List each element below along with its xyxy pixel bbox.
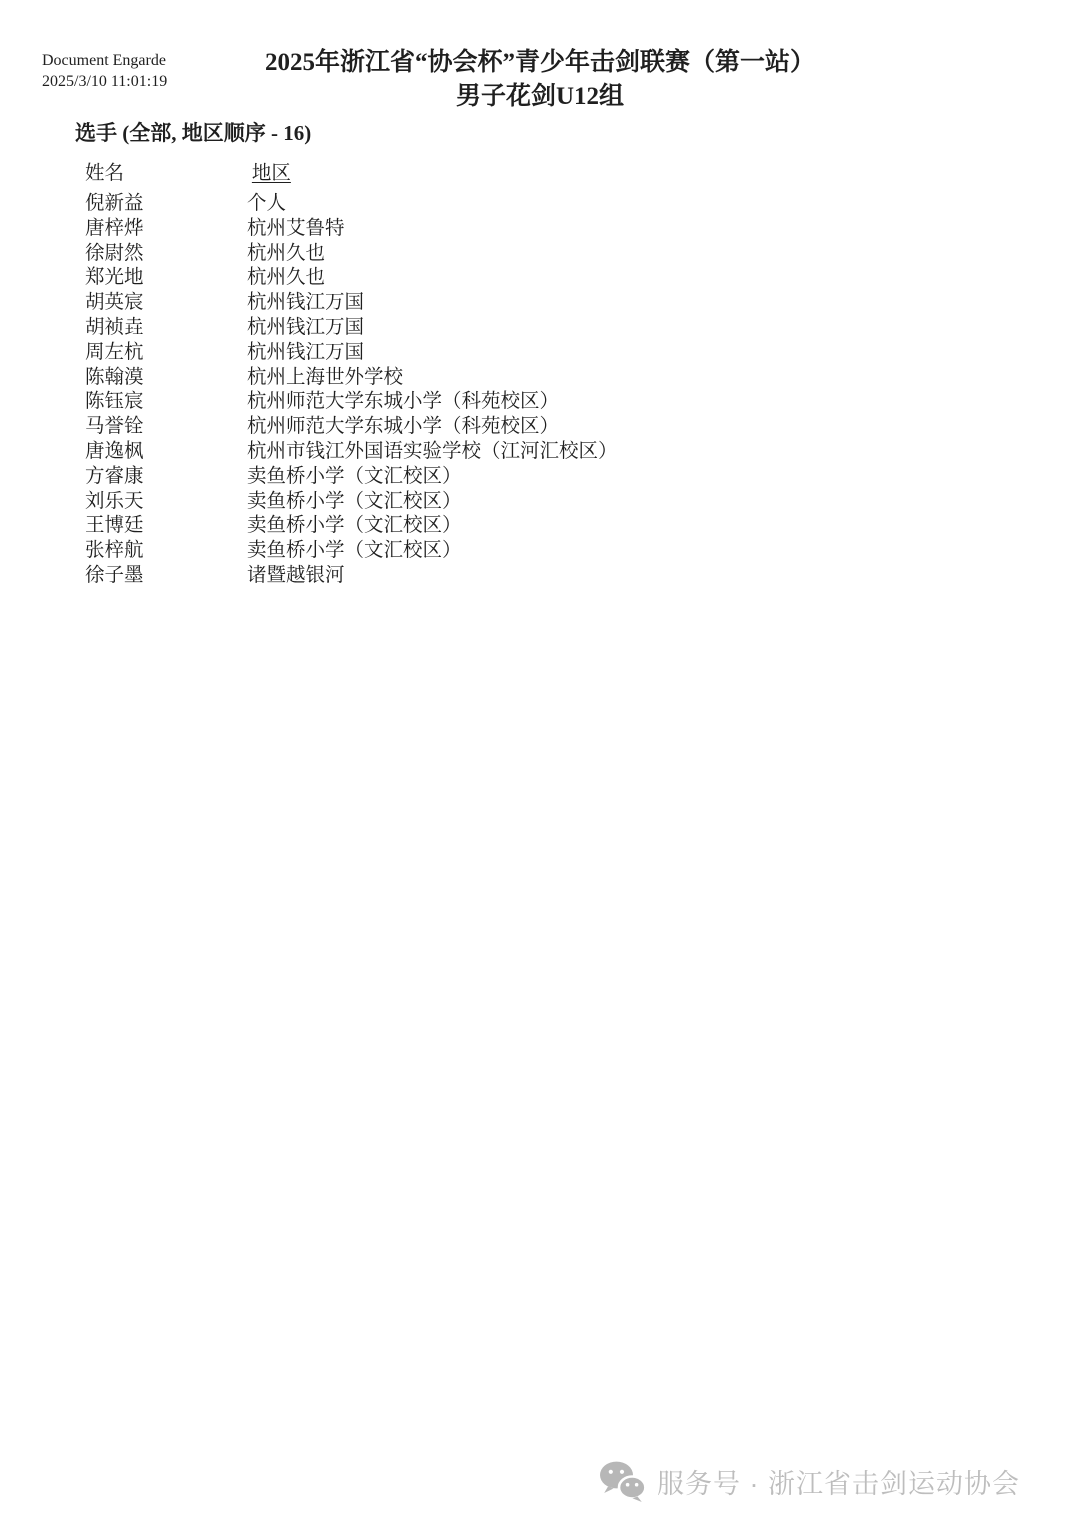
player-name: 张梓航: [85, 540, 144, 562]
player-name: 徐子墨: [85, 564, 144, 586]
table-row: [85, 539, 618, 564]
table-header-row: [85, 162, 618, 186]
player-region: 杭州钱江万国: [247, 316, 365, 338]
player-name: 刘乐天: [85, 490, 144, 512]
player-name: 周左杭: [85, 341, 144, 363]
player-region: 杭州师范大学东城小学（科苑校区）: [247, 391, 560, 413]
table-row: [85, 291, 618, 316]
table-row: [85, 564, 618, 589]
player-name: 方睿康: [85, 465, 144, 487]
document-title: [0, 46, 1080, 114]
player-region: 诸暨越银河: [247, 564, 345, 586]
title-line-1: 2025年浙江省“协会杯”青少年击剑联赛（第一站）: [264, 49, 815, 76]
title-line-2: 男子花剑U12组: [455, 83, 625, 110]
table-row: [85, 217, 618, 242]
player-name: 胡英宸: [85, 292, 144, 314]
table-row: [85, 465, 618, 490]
table-row: [85, 366, 618, 391]
player-region: 杭州上海世外学校: [247, 366, 404, 388]
table-row: [85, 390, 618, 415]
player-name: 马誉铨: [85, 416, 144, 438]
column-header-region: 地区: [251, 163, 291, 184]
player-region: 卖鱼桥小学（文汇校区）: [247, 515, 462, 537]
table-row: [85, 514, 618, 539]
players-table: [85, 162, 618, 589]
table-row: [85, 341, 618, 366]
document-timestamp: 2025/3/10 11:01:19: [42, 73, 168, 90]
table-row: [85, 316, 618, 341]
player-name: 唐梓烨: [85, 217, 144, 239]
table-row: [85, 490, 618, 515]
wechat-footer: [599, 1461, 1020, 1502]
table-row: [85, 266, 618, 291]
section-title: 选手 (全部, 地区顺序 - 16): [75, 121, 312, 145]
player-region: 卖鱼桥小学（文汇校区）: [247, 540, 462, 562]
player-name: 唐逸枫: [85, 440, 144, 462]
player-region: 杭州钱江万国: [247, 341, 365, 363]
player-region: 杭州师范大学东城小学（科苑校区）: [247, 416, 560, 438]
player-region: 卖鱼桥小学（文汇校区）: [247, 465, 462, 487]
player-region: 杭州久也: [247, 267, 326, 289]
table-row: [85, 242, 618, 267]
player-region: 杭州钱江万国: [247, 292, 365, 314]
player-name: 陈翰漠: [85, 366, 144, 388]
player-name: 王博廷: [85, 515, 144, 537]
player-region: 个人: [247, 193, 287, 214]
player-region: 杭州艾鲁特: [247, 217, 345, 239]
document-source-label: Document Engarde: [42, 52, 166, 69]
player-name: 胡祯垚: [85, 316, 144, 338]
player-region: 杭州市钱江外国语实验学校（江河汇校区）: [247, 440, 618, 462]
player-name: 徐尉然: [85, 242, 144, 264]
table-body: [85, 192, 618, 589]
column-header-name: 姓名: [85, 163, 125, 184]
wechat-icon: [599, 1461, 646, 1502]
player-region: 杭州久也: [247, 242, 326, 264]
player-name: 倪新益: [85, 193, 144, 214]
table-row: [85, 440, 618, 465]
footer-label: 服务号 · 浙江省击剑运动协会: [657, 1469, 1020, 1499]
player-name: 郑光地: [85, 267, 144, 289]
table-row: [85, 192, 618, 217]
player-region: 卖鱼桥小学（文汇校区）: [247, 490, 462, 512]
table-row: [85, 415, 618, 440]
player-name: 陈钰宸: [85, 391, 144, 413]
